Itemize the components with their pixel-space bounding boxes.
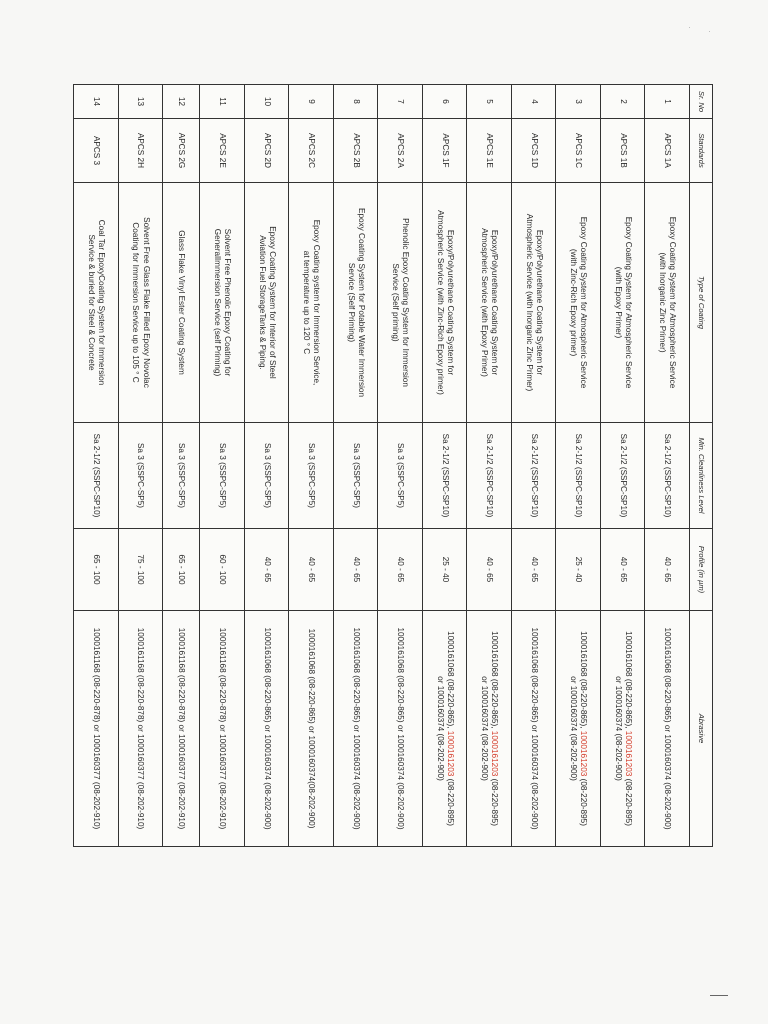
abrasive-text-tail: (08-220-895) (490, 776, 500, 826)
abrasive-line-1 (662, 614, 672, 843)
cell-abrasive (378, 611, 423, 847)
type-line-2: (with Inorganic Zinc Primer) (658, 252, 668, 353)
cell-abrasive (467, 611, 512, 847)
table-row (378, 85, 423, 847)
abrasive-highlight: 1000161203 (445, 730, 455, 777)
type-line-1: Coal Tar EpoxyCoating System for Immersion (97, 219, 107, 386)
cell-sr-no: 8 (333, 85, 378, 119)
scan-mark (710, 995, 728, 996)
abrasive-line-1 (529, 614, 539, 843)
cell-sr-no: 7 (378, 85, 423, 119)
type-line-2: Atmospheric Service (with Inorganic Zinc Primer) (524, 213, 534, 392)
abrasive-text: 1000161068 (08-220-865) or 1000160374 (08-202-900) (351, 627, 361, 830)
abrasive-line-1 (395, 614, 405, 843)
cell-cleanliness: Sa 3 (SSPC-SP5) (163, 423, 200, 529)
cell-cleanliness: Sa 3 (SSPC-SP5) (333, 423, 378, 529)
cell-standard: APCS 2G (163, 119, 200, 183)
type-line-2: Aviation Fuel StorageTanks & Piping. (257, 235, 267, 370)
header-abrasive: Abrasive (690, 611, 713, 847)
cell-standard: APCS 2H (118, 119, 163, 183)
cell-profile: 40 - 65 (333, 529, 378, 611)
type-line-2: Coating for Immersion Service up to 105 ° C (131, 222, 141, 383)
type-line-1: Phenolic Epoxy Coating System for Immersion (401, 218, 411, 387)
cell-abrasive (556, 611, 601, 847)
cell-profile: 40 - 65 (289, 529, 334, 611)
abrasive-text: 1000161168 (08-220-878) or 1000160377 (08-202-910) (177, 627, 187, 830)
table-row (556, 85, 601, 847)
table-row (600, 85, 645, 847)
cell-profile: 65 - 100 (163, 529, 200, 611)
abrasive-text: 1000161068 (08-220-865) or 1000160374(08-202-900) (307, 628, 317, 829)
type-line-1: Solvent Free Glass Flake Filled Epoxy Novolac (141, 217, 151, 388)
cell-sr-no: 1 (645, 85, 690, 119)
cell-profile: 25 - 40 (556, 529, 601, 611)
table-row (289, 85, 334, 847)
abrasive-line-1 (445, 614, 455, 843)
abrasive-line-1 (489, 614, 499, 843)
header-standards: Standards (690, 119, 713, 183)
cell-type-of-coating (467, 183, 512, 423)
type-line-1: Epoxy Coating System for Interior of Steel (267, 226, 277, 379)
cell-sr-no: 3 (556, 85, 601, 119)
cell-sr-no: 6 (422, 85, 467, 119)
cell-abrasive (333, 611, 378, 847)
abrasive-line-1 (261, 614, 271, 843)
abrasive-line-1 (217, 614, 227, 843)
cell-abrasive (289, 611, 334, 847)
cell-standard: APCS 1F (422, 119, 467, 183)
cell-profile: 40 - 65 (244, 529, 289, 611)
cell-standard: APCS 1C (556, 119, 601, 183)
cell-sr-no: 11 (200, 85, 245, 119)
abrasive-text: 1000161068 (08-220-865) or 1000160374 (08-202-900) (663, 627, 673, 830)
type-line-1: Epoxy Coating System for Atmospheric Service (579, 216, 589, 389)
type-line-1: Epoxy Coating System for Atmospheric Service (623, 216, 633, 389)
cell-standard: APCS 2C (289, 119, 334, 183)
cell-type-of-coating (244, 183, 289, 423)
cell-standard: APCS 3 (74, 119, 119, 183)
type-line-1: Epoxy Coating System for Atmospheric Service (668, 216, 678, 389)
cell-abrasive (511, 611, 556, 847)
table-row (645, 85, 690, 847)
cell-type-of-coating (422, 183, 467, 423)
type-line-2: Atmospheric Service (with Epoxy Primer) (480, 228, 490, 377)
abrasive-text: 1000161068 (08-220-865), (623, 631, 633, 731)
abrasive-line-2: or 1000160374 (08-202-900) (569, 676, 579, 781)
table-row (200, 85, 245, 847)
table-row (163, 85, 200, 847)
table-row (74, 85, 119, 847)
cell-cleanliness: Sa 2-1/2 (SSPC-SP10) (511, 423, 556, 529)
table-row (244, 85, 289, 847)
abrasive-text: 1000161068 (08-220-865), (579, 631, 589, 731)
cell-sr-no: 14 (74, 85, 119, 119)
cell-standard: APCS 1A (645, 119, 690, 183)
abrasive-highlight: 1000161203 (579, 730, 589, 777)
cell-abrasive (645, 611, 690, 847)
cell-profile: 40 - 65 (600, 529, 645, 611)
type-line-1: Epoxy/Polyurethane Coating System for (445, 229, 455, 376)
table-header-row (690, 85, 713, 847)
cell-profile: 40 - 65 (645, 529, 690, 611)
cell-standard: APCS 1D (511, 119, 556, 183)
type-line-2: (with Zinc-Rich Epoxy primer) (569, 248, 579, 357)
abrasive-line-1 (176, 614, 186, 843)
type-line-1: Solvent Free Phenolic Epoxy Coating for (223, 228, 233, 377)
type-line-1: Epoxy/Polyurethane Coating System for (534, 229, 544, 376)
type-line-2: Service & buried for Steel & Concrete (86, 234, 96, 371)
abrasive-line-1 (623, 614, 633, 843)
cell-abrasive (118, 611, 163, 847)
abrasive-line-2: or 1000160374 (08-202-900) (480, 676, 490, 781)
cell-sr-no: 12 (163, 85, 200, 119)
abrasive-highlight: 1000161203 (623, 730, 633, 777)
cell-type-of-coating (645, 183, 690, 423)
cell-profile: 40 - 65 (378, 529, 423, 611)
table-row (422, 85, 467, 847)
abrasive-text-tail: (08-220-895) (579, 776, 589, 826)
abrasive-line-2: or 1000160374 (08-202-900) (613, 676, 623, 781)
abrasive-line-1 (91, 614, 101, 843)
abrasive-text: 1000161168 (08-220-878) or 1000160377 (08-202-910) (218, 627, 228, 830)
cell-standard: APCS 1B (600, 119, 645, 183)
abrasive-text: 1000161068 (08-220-865) or 1000160374 (08-202-900) (262, 627, 272, 830)
cell-cleanliness: Sa 2-1/2 (SSPC-SP10) (556, 423, 601, 529)
cell-profile: 65 - 100 (74, 529, 119, 611)
cell-cleanliness: Sa 3 (SSPC-SP5) (378, 423, 423, 529)
cell-cleanliness: Sa 3 (SSPC-SP5) (244, 423, 289, 529)
cell-standard: APCS 2B (333, 119, 378, 183)
type-line-2: Atmospheric Service (with Zinc-Rich Epoxy primer) (435, 210, 445, 395)
type-line-2: GeneralImmersion Service (self Priming) (213, 228, 223, 377)
abrasive-highlight: 1000161203 (490, 730, 500, 777)
abrasive-text: 1000161168 (08-220-878) or 1000160377 (08-202-910) (136, 627, 146, 830)
abrasive-line-1 (306, 614, 316, 843)
cell-cleanliness: Sa 2-1/2 (SSPC-SP10) (645, 423, 690, 529)
header-sr-no: Sr. No (690, 85, 713, 119)
abrasive-text: 1000161068 (08-220-865) or 1000160374 (08-202-900) (529, 627, 539, 830)
cell-type-of-coating (333, 183, 378, 423)
cell-abrasive (600, 611, 645, 847)
cell-type-of-coating (378, 183, 423, 423)
rotated-table-container (73, 84, 713, 846)
abrasive-line-1 (578, 614, 588, 843)
type-line-2: (with Epoxy Primer) (613, 266, 623, 339)
table-row (333, 85, 378, 847)
abrasive-text-tail: (08-220-895) (445, 776, 455, 826)
cell-cleanliness: Sa 2-1/2 (SSPC-SP10) (600, 423, 645, 529)
cell-sr-no: 5 (467, 85, 512, 119)
abrasive-text: 1000161168 (08-220-878) or 1000160377 (08-202-910) (91, 627, 101, 830)
cell-sr-no: 2 (600, 85, 645, 119)
cell-cleanliness: Sa 3 (SSPC-SP5) (118, 423, 163, 529)
cell-type-of-coating (600, 183, 645, 423)
cell-abrasive (74, 611, 119, 847)
cell-type-of-coating (118, 183, 163, 423)
abrasive-line-2: or 1000160374 (08-202-900) (435, 676, 445, 781)
cell-sr-no: 10 (244, 85, 289, 119)
abrasive-text: 1000161068 (08-220-865), (445, 631, 455, 731)
abrasive-text: 1000161068 (08-220-865), (490, 631, 500, 731)
cell-sr-no: 4 (511, 85, 556, 119)
cell-standard: APCS 1E (467, 119, 512, 183)
cell-type-of-coating (511, 183, 556, 423)
cell-type-of-coating (556, 183, 601, 423)
cell-standard: APCS 2D (244, 119, 289, 183)
coating-spec-table (73, 84, 713, 847)
type-line-2: Service (Self Priming) (346, 262, 356, 343)
abrasive-text: 1000161068 (08-220-865) or 1000160374 (08-202-900) (396, 627, 406, 830)
cell-cleanliness: Sa 2-1/2 (SSPC-SP10) (74, 423, 119, 529)
scan-speck: · (708, 26, 711, 36)
header-type-of-coating: Type of Coating (690, 183, 713, 423)
abrasive-text-tail: (08-220-895) (623, 776, 633, 826)
cell-abrasive (200, 611, 245, 847)
type-line-1: Epoxy/Polyurethane Coating System for (490, 229, 500, 376)
cell-cleanliness: Sa 2-1/2 (SSPC-SP10) (467, 423, 512, 529)
table-row (467, 85, 512, 847)
cell-profile: 40 - 65 (511, 529, 556, 611)
cell-sr-no: 9 (289, 85, 334, 119)
cell-abrasive (422, 611, 467, 847)
cell-abrasive (244, 611, 289, 847)
type-line-1: Epoxy Coating system for Immersion Service, (312, 219, 322, 386)
cell-standard: APCS 2A (378, 119, 423, 183)
cell-profile: 40 - 65 (467, 529, 512, 611)
type-line-1: Glass Flake Vinyl Ester Coating System (177, 230, 187, 375)
table-row (511, 85, 556, 847)
type-line-1: Epoxy Coating System for Potable Water Immersion (356, 208, 366, 397)
cell-abrasive (163, 611, 200, 847)
cell-type-of-coating (163, 183, 200, 423)
type-line-2: at temperature up to 120 ° C (302, 250, 312, 355)
cell-cleanliness: Sa 3 (SSPC-SP5) (289, 423, 334, 529)
cell-sr-no: 13 (118, 85, 163, 119)
abrasive-line-1 (351, 614, 361, 843)
cell-type-of-coating (200, 183, 245, 423)
cell-profile: 25 - 40 (422, 529, 467, 611)
cell-standard: APCS 2E (200, 119, 245, 183)
scan-speck: · (688, 22, 691, 32)
cell-profile: 60 - 100 (200, 529, 245, 611)
cell-type-of-coating (74, 183, 119, 423)
table-row (118, 85, 163, 847)
cell-type-of-coating (289, 183, 334, 423)
type-line-2: Service (Self priming) (391, 263, 401, 342)
header-profile: Profile (in µm) (690, 529, 713, 611)
abrasive-line-1 (135, 614, 145, 843)
cell-cleanliness: Sa 2-1/2 (SSPC-SP10) (422, 423, 467, 529)
cell-profile: 75 - 100 (118, 529, 163, 611)
header-cleanliness: Min. Cleanliness Level (690, 423, 713, 529)
cell-cleanliness: Sa 3 (SSPC-SP5) (200, 423, 245, 529)
